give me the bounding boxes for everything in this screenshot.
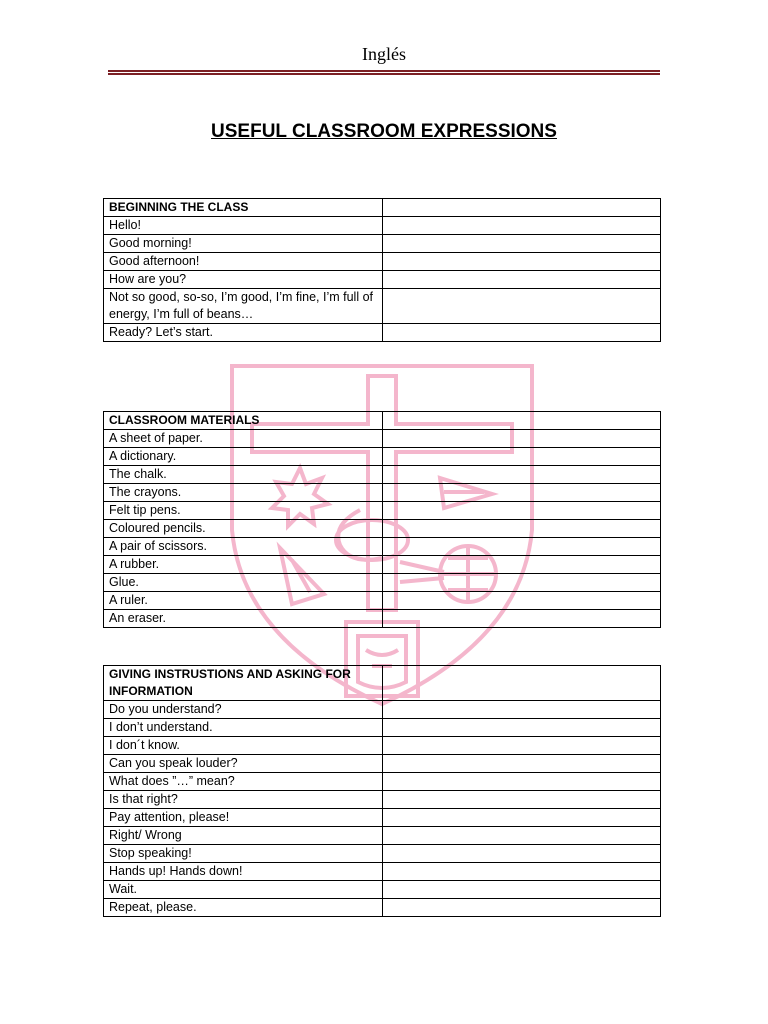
expression-cell: A rubber. xyxy=(104,556,383,574)
translation-cell[interactable] xyxy=(383,484,661,502)
translation-cell[interactable] xyxy=(383,502,661,520)
table-header-row xyxy=(104,412,661,430)
translation-cell[interactable] xyxy=(383,701,661,719)
header-rule xyxy=(108,70,660,76)
expression-cell: Hello! xyxy=(104,217,383,235)
translation-cell[interactable] xyxy=(383,324,661,342)
table-row xyxy=(104,502,661,520)
expression-cell: An eraser. xyxy=(104,610,383,628)
table-header-row xyxy=(104,199,661,217)
table-row xyxy=(104,289,661,324)
expression-cell: Wait. xyxy=(104,881,383,899)
expression-cell: What does ”…” mean? xyxy=(104,773,383,791)
translation-cell[interactable] xyxy=(383,271,661,289)
table-row xyxy=(104,538,661,556)
table-row xyxy=(104,592,661,610)
table-header-row xyxy=(104,666,661,701)
expression-cell: The crayons. xyxy=(104,484,383,502)
table-row xyxy=(104,809,661,827)
translation-cell[interactable] xyxy=(383,448,661,466)
translation-cell[interactable] xyxy=(383,235,661,253)
translation-cell[interactable] xyxy=(383,899,661,917)
table-row xyxy=(104,430,661,448)
expression-cell: A sheet of paper. xyxy=(104,430,383,448)
table-row xyxy=(104,466,661,484)
table-row xyxy=(104,574,661,592)
expression-cell: Is that right? xyxy=(104,791,383,809)
header-title: Inglés xyxy=(362,44,406,64)
translation-cell[interactable] xyxy=(383,737,661,755)
section-heading: CLASSROOM MATERIALS xyxy=(104,412,383,430)
giving-instructions-table xyxy=(103,665,661,917)
expression-cell: Repeat, please. xyxy=(104,899,383,917)
expression-cell: Do you understand? xyxy=(104,701,383,719)
translation-cell[interactable] xyxy=(383,556,661,574)
table-row xyxy=(104,899,661,917)
translation-cell[interactable] xyxy=(383,845,661,863)
translation-cell[interactable] xyxy=(383,217,661,235)
expression-cell: I don´t know. xyxy=(104,737,383,755)
translation-cell[interactable] xyxy=(383,520,661,538)
expression-cell: Can you speak louder? xyxy=(104,755,383,773)
expression-cell: Pay attention, please! xyxy=(104,809,383,827)
translation-cell[interactable] xyxy=(383,773,661,791)
table-row xyxy=(104,755,661,773)
expression-cell: Stop speaking! xyxy=(104,845,383,863)
table-row xyxy=(104,484,661,502)
table-row xyxy=(104,235,661,253)
table-row xyxy=(104,271,661,289)
expression-cell: I don’t understand. xyxy=(104,719,383,737)
translation-cell[interactable] xyxy=(383,253,661,271)
translation-cell[interactable] xyxy=(383,881,661,899)
translation-cell[interactable] xyxy=(383,592,661,610)
table-row xyxy=(104,324,661,342)
table-row xyxy=(104,827,661,845)
translation-cell[interactable] xyxy=(383,755,661,773)
table-row xyxy=(104,217,661,235)
expression-cell: Ready? Let’s start. xyxy=(104,324,383,342)
table-row xyxy=(104,556,661,574)
expression-cell: Glue. xyxy=(104,574,383,592)
translation-cell[interactable] xyxy=(383,430,661,448)
table-row xyxy=(104,520,661,538)
expression-cell: The chalk. xyxy=(104,466,383,484)
translation-cell[interactable] xyxy=(383,412,661,430)
section-heading: GIVING INSTRUSTIONS AND ASKING FOR INFORMATION xyxy=(104,666,383,701)
expression-cell: Coloured pencils. xyxy=(104,520,383,538)
translation-cell[interactable] xyxy=(383,466,661,484)
expression-cell: Hands up! Hands down! xyxy=(104,863,383,881)
translation-cell[interactable] xyxy=(383,809,661,827)
expression-cell: Felt tip pens. xyxy=(104,502,383,520)
section-heading: BEGINNING THE CLASS xyxy=(104,199,383,217)
table-row xyxy=(104,737,661,755)
expression-cell: How are you? xyxy=(104,271,383,289)
table-row xyxy=(104,719,661,737)
expression-cell: Not so good, so-so, I’m good, I’m fine, I’m full of energy, I’m full of beans… xyxy=(104,289,383,324)
classroom-materials-table xyxy=(103,411,661,628)
translation-cell[interactable] xyxy=(383,610,661,628)
translation-cell[interactable] xyxy=(383,791,661,809)
translation-cell[interactable] xyxy=(383,199,661,217)
translation-cell[interactable] xyxy=(383,574,661,592)
table-row xyxy=(104,773,661,791)
expression-cell: Good morning! xyxy=(104,235,383,253)
expression-cell: Right/ Wrong xyxy=(104,827,383,845)
table-row xyxy=(104,701,661,719)
translation-cell[interactable] xyxy=(383,719,661,737)
expression-cell: Good afternoon! xyxy=(104,253,383,271)
table-row xyxy=(104,881,661,899)
translation-cell[interactable] xyxy=(383,827,661,845)
table-row xyxy=(104,791,661,809)
expression-cell: A pair of scissors. xyxy=(104,538,383,556)
expression-cell: A ruler. xyxy=(104,592,383,610)
table-row xyxy=(104,845,661,863)
translation-cell[interactable] xyxy=(383,666,661,701)
table-row xyxy=(104,863,661,881)
table-row xyxy=(104,253,661,271)
translation-cell[interactable] xyxy=(383,289,661,324)
expression-cell: A dictionary. xyxy=(104,448,383,466)
beginning-the-class-table xyxy=(103,198,661,342)
table-row xyxy=(104,448,661,466)
table-row xyxy=(104,610,661,628)
translation-cell[interactable] xyxy=(383,863,661,881)
document-title: USEFUL CLASSROOM EXPRESSIONS xyxy=(211,121,557,142)
translation-cell[interactable] xyxy=(383,538,661,556)
